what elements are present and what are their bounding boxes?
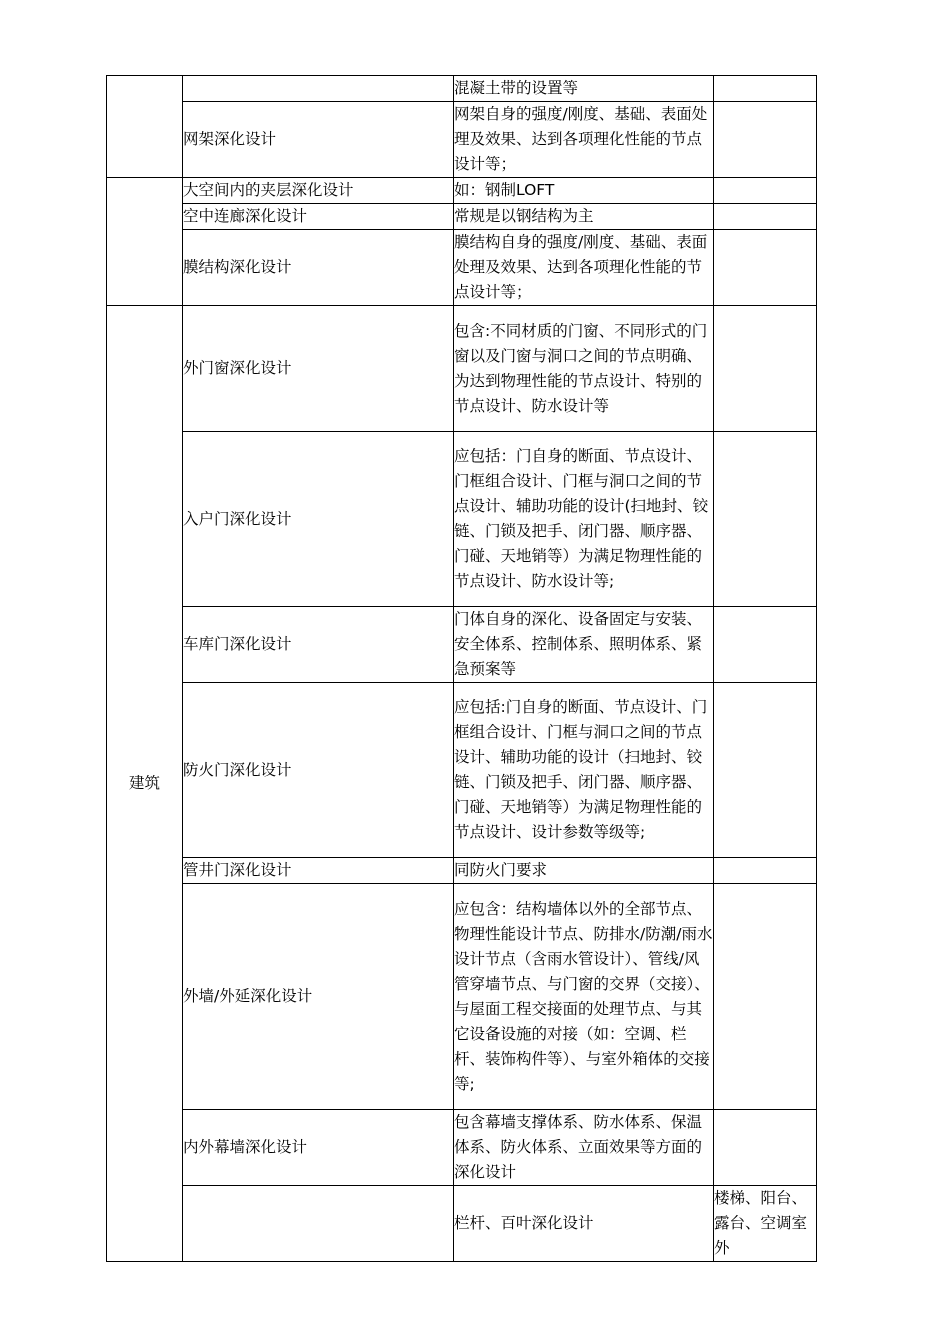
note-cell	[714, 230, 817, 306]
table-row	[107, 1110, 817, 1186]
table-row	[107, 102, 817, 178]
desc-cell: 门体自身的深化、设备固定与安装、安全体系、控制体系、照明体系、紧急预案等	[454, 607, 714, 683]
design-scope-table	[106, 75, 817, 1262]
note-cell	[714, 76, 817, 102]
item-cell: 空中连廊深化设计	[183, 204, 454, 230]
table-row	[107, 306, 817, 432]
item-cell: 外门窗深化设计	[183, 306, 454, 432]
table-row	[107, 858, 817, 884]
table-row	[107, 884, 817, 1110]
item-cell: 车库门深化设计	[183, 607, 454, 683]
table-row	[107, 178, 817, 204]
table-row	[107, 432, 817, 607]
category-cell: 建筑	[107, 306, 183, 1262]
desc-cell: 膜结构自身的强度/刚度、基础、表面处理及效果、达到各项理化性能的节点设计等；	[454, 230, 714, 306]
desc-cell: 混凝土带的设置等	[454, 76, 714, 102]
category-cell-empty	[183, 1186, 454, 1262]
category-cell-empty	[107, 178, 183, 306]
note-cell	[714, 204, 817, 230]
item-cell: 膜结构深化设计	[183, 230, 454, 306]
note-cell	[714, 178, 817, 204]
desc-cell: 如：钢制LOFT	[454, 178, 714, 204]
desc-cell: 应包含：结构墙体以外的全部节点、物理性能设计节点、防排水/防潮/雨水设计节点（含雨水管设计）、管线/风管穿墙节点、与门窗的交界（交接）、与屋面工程交接面的处理节点、与其它设备设施的对接（如：空调、栏杆、装饰构件等）、与室外箱体的交接等;	[454, 884, 714, 1110]
note-cell	[714, 683, 817, 858]
desc-cell: 应包括:门自身的断面、节点设计、门框组合设计、门框与洞口之间的节点设计、辅助功能的设计（扫地封、铰链、门锁及把手、闭门器、顺序器、门碰、天地销等）为满足物理性能的节点设计、设计参数等级等;	[454, 683, 714, 858]
item-cell: 外墙/外延深化设计	[183, 884, 454, 1110]
item-cell: 防火门深化设计	[183, 683, 454, 858]
table-row	[107, 683, 817, 858]
desc-cell: 包含幕墙支撑体系、防水体系、保温体系、防火体系、立面效果等方面的深化设计	[454, 1110, 714, 1186]
item-cell	[183, 76, 454, 102]
note-cell	[714, 432, 817, 607]
note-cell	[714, 102, 817, 178]
table-row	[107, 204, 817, 230]
desc-cell: 包含:不同材质的门窗、不同形式的门窗以及门窗与洞口之间的节点明确、为达到物理性能的节点设计、特别的节点设计、防水设计等	[454, 306, 714, 432]
item-cell: 大空间内的夹层深化设计	[183, 178, 454, 204]
note-cell	[714, 884, 817, 1110]
item-cell: 网架深化设计	[183, 102, 454, 178]
item-cell: 内外幕墙深化设计	[183, 1110, 454, 1186]
desc-cell: 常规是以钢结构为主	[454, 204, 714, 230]
note-cell	[714, 607, 817, 683]
item-cell: 管井门深化设计	[183, 858, 454, 884]
item-cell: 栏杆、百叶深化设计	[454, 1186, 714, 1262]
item-cell: 入户门深化设计	[183, 432, 454, 607]
table-row	[107, 607, 817, 683]
note-cell	[714, 306, 817, 432]
desc-cell: 同防火门要求	[454, 858, 714, 884]
table-row	[107, 230, 817, 306]
note-cell	[714, 858, 817, 884]
desc-cell: 楼梯、阳台、露台、空调室外	[714, 1186, 817, 1262]
table-row	[107, 1186, 817, 1262]
desc-cell: 网架自身的强度/刚度、基础、表面处理及效果、达到各项理化性能的节点设计等；	[454, 102, 714, 178]
desc-cell: 应包括：门自身的断面、节点设计、门框组合设计、门框与洞口之间的节点设计、辅助功能的设计(扫地封、铰链、门锁及把手、闭门器、顺序器、门碰、天地销等）为满足物理性能的节点设计、防水设计等;	[454, 432, 714, 607]
table-row	[107, 76, 817, 102]
category-cell-empty	[107, 76, 183, 178]
note-cell	[714, 1110, 817, 1186]
